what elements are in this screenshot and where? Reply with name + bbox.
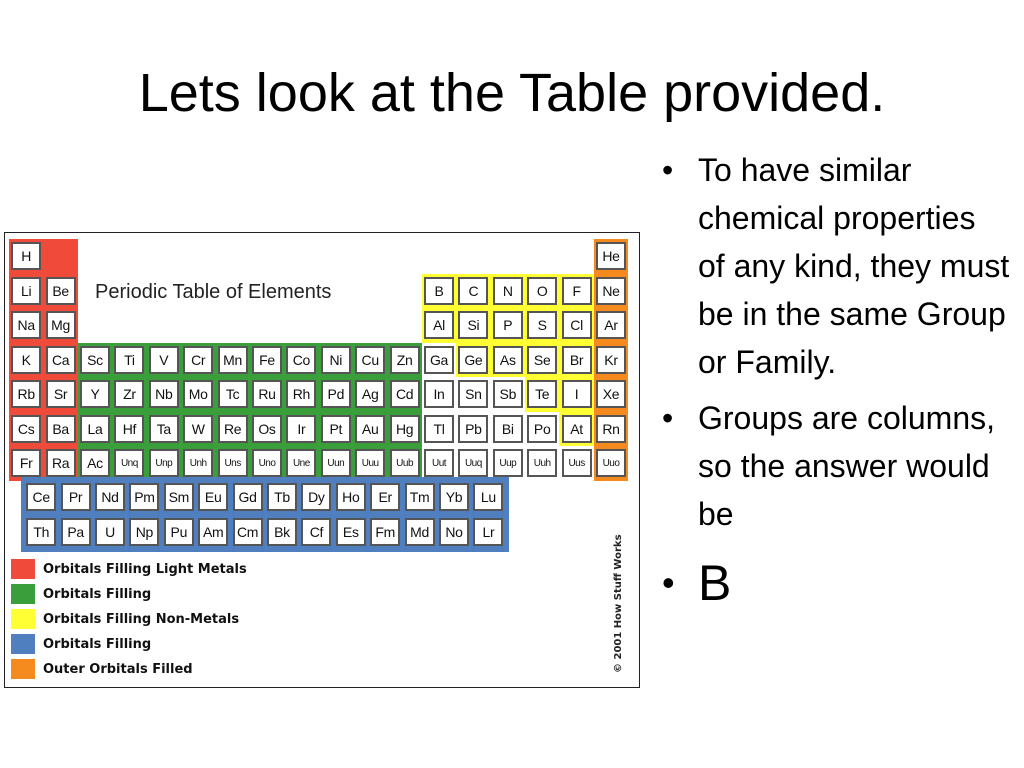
element-cell: Be: [46, 277, 76, 305]
element-cell: Sb: [493, 380, 523, 408]
element-cell: P: [493, 311, 523, 339]
element-cell: W: [183, 415, 213, 443]
legend-swatch: [11, 609, 35, 629]
element-cell: N: [493, 277, 523, 305]
element-cell: Rh: [286, 380, 316, 408]
legend-label: Orbitals Filling: [43, 636, 152, 652]
element-cell: Eu: [198, 483, 228, 511]
element-cell: H: [11, 242, 41, 270]
element-cell: Ir: [286, 415, 316, 443]
element-cell: Ho: [336, 483, 366, 511]
element-cell: B: [424, 277, 454, 305]
element-cell: Hf: [114, 415, 144, 443]
element-cell: Md: [405, 518, 435, 546]
element-cell: Te: [527, 380, 557, 408]
element-cell: Kr: [596, 346, 626, 374]
element-cell: Dy: [301, 483, 331, 511]
element-cell: Si: [458, 311, 488, 339]
element-cell: O: [527, 277, 557, 305]
element-cell: C: [458, 277, 488, 305]
legend-item: [11, 559, 247, 579]
element-cell: Pu: [164, 518, 194, 546]
element-cell: Am: [198, 518, 228, 546]
element-cell: Cf: [301, 518, 331, 546]
element-cell: Ni: [321, 346, 351, 374]
element-cell: Se: [527, 346, 557, 374]
element-cell: Cu: [355, 346, 385, 374]
element-cell: Es: [336, 518, 366, 546]
element-cell: U: [95, 518, 125, 546]
element-cell: Al: [424, 311, 454, 339]
element-cell: Re: [218, 415, 248, 443]
element-cell: Tl: [424, 415, 454, 443]
element-cell: No: [439, 518, 469, 546]
element-cell: Fe: [252, 346, 282, 374]
element-cell: Cr: [183, 346, 213, 374]
legend-label: Orbitals Filling Light Metals: [43, 561, 247, 577]
element-cell: Pa: [61, 518, 91, 546]
bullet-item: • Groups are columns, so the answer would be: [660, 394, 1010, 538]
element-cell: Sm: [164, 483, 194, 511]
element-cell: Lr: [473, 518, 503, 546]
legend-item: [11, 634, 151, 654]
element-cell: Uno: [252, 449, 282, 477]
element-cell: Y: [80, 380, 110, 408]
element-cell: La: [80, 415, 110, 443]
element-cell: Unq: [114, 449, 144, 477]
legend-label: Orbitals Filling Non-Metals: [43, 611, 240, 627]
element-cell: Ar: [596, 311, 626, 339]
legend-swatch: [11, 584, 35, 604]
element-cell: Po: [527, 415, 557, 443]
element-cell: Cd: [390, 380, 420, 408]
element-cell: Une: [286, 449, 316, 477]
element-cell: Ne: [596, 277, 626, 305]
element-cell: In: [424, 380, 454, 408]
element-cell: V: [149, 346, 179, 374]
element-cell: Uub: [390, 449, 420, 477]
element-cell: S: [527, 311, 557, 339]
element-cell: Ag: [355, 380, 385, 408]
legend-swatch: [11, 559, 35, 579]
element-cell: Ba: [46, 415, 76, 443]
element-cell: Bi: [493, 415, 523, 443]
element-cell: Uun: [321, 449, 351, 477]
element-cell: Tm: [405, 483, 435, 511]
element-cell: Ac: [80, 449, 110, 477]
element-cell: I: [562, 380, 592, 408]
bullet-item: • To have similar chemical properties of any kind, they must be in the same Group or Family.: [660, 146, 1010, 386]
element-cell: Sn: [458, 380, 488, 408]
element-cell: He: [596, 242, 626, 270]
element-cell: Tb: [267, 483, 297, 511]
element-cell: Mo: [183, 380, 213, 408]
element-cell: F: [562, 277, 592, 305]
element-cell: Gd: [233, 483, 263, 511]
element-cell: Ca: [46, 346, 76, 374]
bullet-answer: • B: [660, 548, 1010, 618]
legend-label: Outer Orbitals Filled: [43, 661, 193, 677]
element-cell: Ra: [46, 449, 76, 477]
element-cell: Uuu: [355, 449, 385, 477]
element-cell: Uuh: [527, 449, 557, 477]
element-cell: Br: [562, 346, 592, 374]
element-cell: Fr: [11, 449, 41, 477]
element-cell: Sr: [46, 380, 76, 408]
element-cell: Nb: [149, 380, 179, 408]
element-cell: Au: [355, 415, 385, 443]
element-cell: Xe: [596, 380, 626, 408]
element-cell: Pm: [129, 483, 159, 511]
element-cell: Th: [26, 518, 56, 546]
element-cell: Sc: [80, 346, 110, 374]
element-cell: Nd: [95, 483, 125, 511]
element-cell: Pt: [321, 415, 351, 443]
element-cell: Cm: [233, 518, 263, 546]
element-cell: Lu: [473, 483, 503, 511]
bullet-list: [660, 146, 1010, 618]
legend-swatch: [11, 659, 35, 679]
legend-item: [11, 609, 239, 629]
element-cell: Mg: [46, 311, 76, 339]
element-cell: Hg: [390, 415, 420, 443]
element-cell: Co: [286, 346, 316, 374]
element-cell: Bk: [267, 518, 297, 546]
element-cell: Ti: [114, 346, 144, 374]
legend-item: [11, 659, 193, 679]
element-cell: Pr: [61, 483, 91, 511]
element-cell: Pb: [458, 415, 488, 443]
element-cell: Na: [11, 311, 41, 339]
element-cell: Ru: [252, 380, 282, 408]
slide-title: Lets look at the Table provided.: [138, 63, 886, 123]
element-cell: Uup: [493, 449, 523, 477]
element-cell: Zr: [114, 380, 144, 408]
copyright-text: © 2001 How Stuff Works: [613, 534, 624, 673]
element-cell: As: [493, 346, 523, 374]
element-cell: Uus: [562, 449, 592, 477]
periodic-table-figure: [4, 232, 640, 688]
element-cell: Ta: [149, 415, 179, 443]
element-cell: Mn: [218, 346, 248, 374]
element-cell: Yb: [439, 483, 469, 511]
element-cell: Np: [129, 518, 159, 546]
legend-item: [11, 584, 151, 604]
element-cell: Uut: [424, 449, 454, 477]
element-cell: Ge: [458, 346, 488, 374]
legend-swatch: [11, 634, 35, 654]
element-cell: Uuq: [458, 449, 488, 477]
element-cell: Os: [252, 415, 282, 443]
element-cell: At: [562, 415, 592, 443]
legend-label: Orbitals Filling: [43, 586, 152, 602]
element-cell: Fm: [370, 518, 400, 546]
periodic-table-title: Periodic Table of Elements: [95, 281, 332, 303]
element-cell: Ce: [26, 483, 56, 511]
element-cell: Rb: [11, 380, 41, 408]
element-cell: K: [11, 346, 41, 374]
element-cell: Unp: [149, 449, 179, 477]
element-cell: Zn: [390, 346, 420, 374]
element-cell: Uuo: [596, 449, 626, 477]
element-cell: Pd: [321, 380, 351, 408]
element-cell: Ga: [424, 346, 454, 374]
element-cell: Li: [11, 277, 41, 305]
element-cell: Cs: [11, 415, 41, 443]
element-cell: Unh: [183, 449, 213, 477]
element-cell: Tc: [218, 380, 248, 408]
element-cell: Cl: [562, 311, 592, 339]
element-cell: Rn: [596, 415, 626, 443]
element-cell: Uns: [218, 449, 248, 477]
element-cell: Er: [370, 483, 400, 511]
